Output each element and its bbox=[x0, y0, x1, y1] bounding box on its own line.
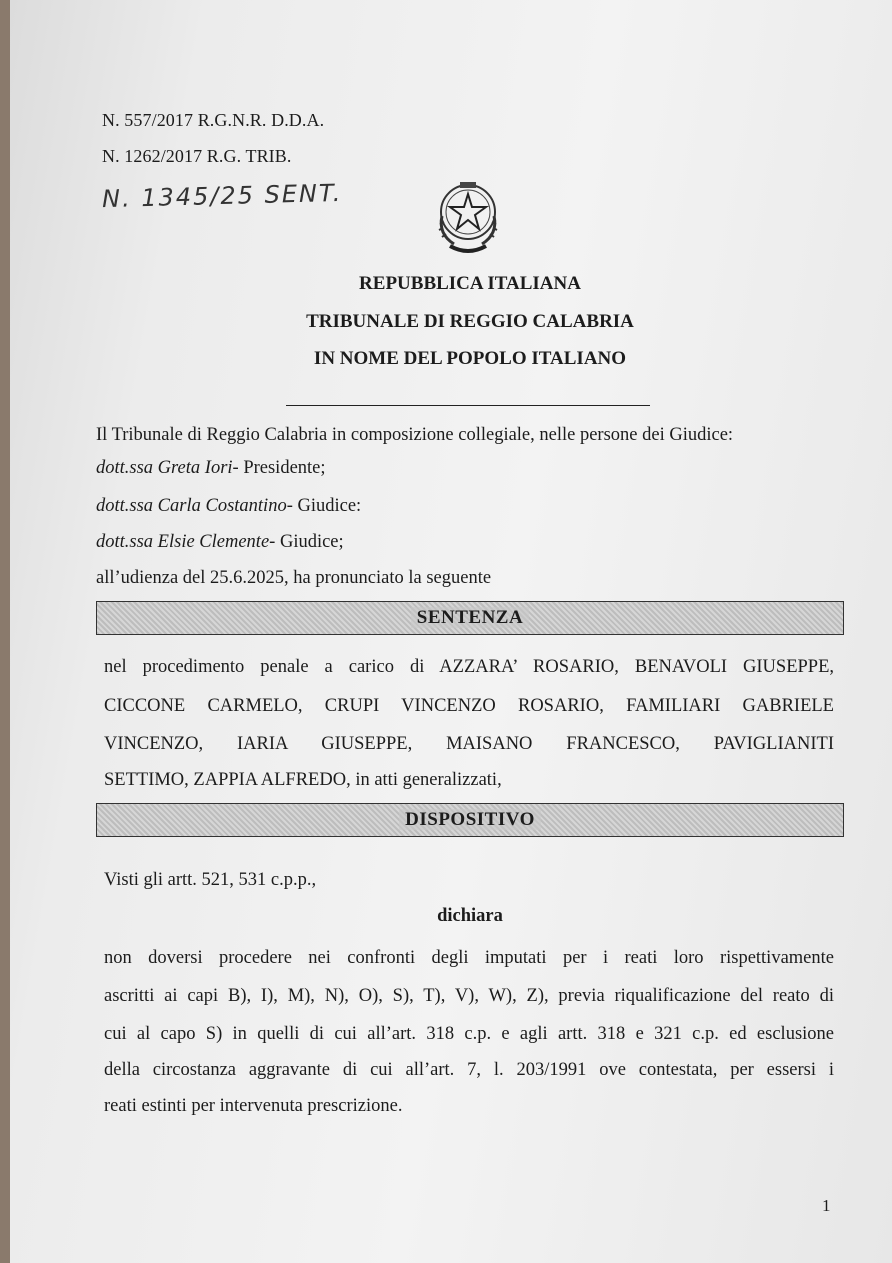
sentenza-banner: SENTENZA bbox=[96, 601, 844, 635]
tribunal-title: TRIBUNALE DI REGGIO CALABRIA bbox=[306, 311, 634, 332]
in-the-name-title: IN NOME DEL POPOLO ITALIANO bbox=[313, 348, 627, 369]
hearing-line: all’udienza del 25.6.2025, ha pronunciato la seguente bbox=[96, 568, 492, 588]
defendants-line-2: CICCONE CARMELO, CRUPI VINCENZO ROSARIO, FAMILIARI GABRIELE bbox=[104, 696, 834, 716]
judge-line-3: dott.ssa Elsie Clemente- Giudice; bbox=[96, 532, 344, 552]
articles-line: Visti gli artt. 521, 531 c.p.p., bbox=[104, 870, 317, 890]
ruling-line-1: non doversi procedere nei confronti degli imputati per i reati loro rispettivamente bbox=[104, 948, 834, 968]
judge-line-2: dott.ssa Carla Costantino- Giudice: bbox=[96, 496, 362, 516]
handwritten-sentence-number: N. 1345/25 SENT. bbox=[101, 178, 343, 214]
ruling-line-2: ascritti ai capi B), I), M), N), O), S), T), V), W), Z), previa riqualificazione del reato di bbox=[104, 986, 834, 1006]
italian-republic-emblem-icon bbox=[430, 176, 506, 260]
dispositivo-banner: DISPOSITIVO bbox=[96, 803, 844, 837]
defendants-line-1: nel procedimento penale a carico di AZZARA’ ROSARIO, BENAVOLI GIUSEPPE, bbox=[104, 657, 834, 677]
case-number-rgnr: N. 557/2017 R.G.N.R. D.D.A. bbox=[102, 110, 325, 130]
ruling-line-5: reati estinti per intervenuta prescrizione. bbox=[104, 1096, 403, 1116]
composition-line: Il Tribunale di Reggio Calabria in composizione collegiale, nelle persone dei Giudice: bbox=[96, 425, 734, 445]
case-number-rg-trib: N. 1262/2017 R.G. TRIB. bbox=[102, 146, 292, 166]
republic-title: REPUBBLICA ITALIANA bbox=[359, 273, 581, 294]
document-page bbox=[10, 0, 892, 1263]
divider bbox=[286, 405, 650, 406]
page-number: 1 bbox=[822, 1196, 831, 1215]
defendants-line-4: SETTIMO, ZAPPIA ALFREDO, in atti generalizzati, bbox=[104, 770, 502, 790]
dichiara-heading: dichiara bbox=[437, 906, 503, 926]
ruling-line-4: della circostanza aggravante di cui all’art. 7, l. 203/1991 ove contestata, per essersi i bbox=[104, 1060, 834, 1080]
judge-line-1: dott.ssa Greta Iori- Presidente; bbox=[96, 458, 326, 478]
defendants-line-3: VINCENZO, IARIA GIUSEPPE, MAISANO FRANCESCO, PAVIGLIANITI bbox=[104, 734, 834, 754]
ruling-line-3: cui al capo S) in quelli di cui all’art. 318 c.p. e agli artt. 318 e 321 c.p. ed esclusione bbox=[104, 1024, 834, 1044]
